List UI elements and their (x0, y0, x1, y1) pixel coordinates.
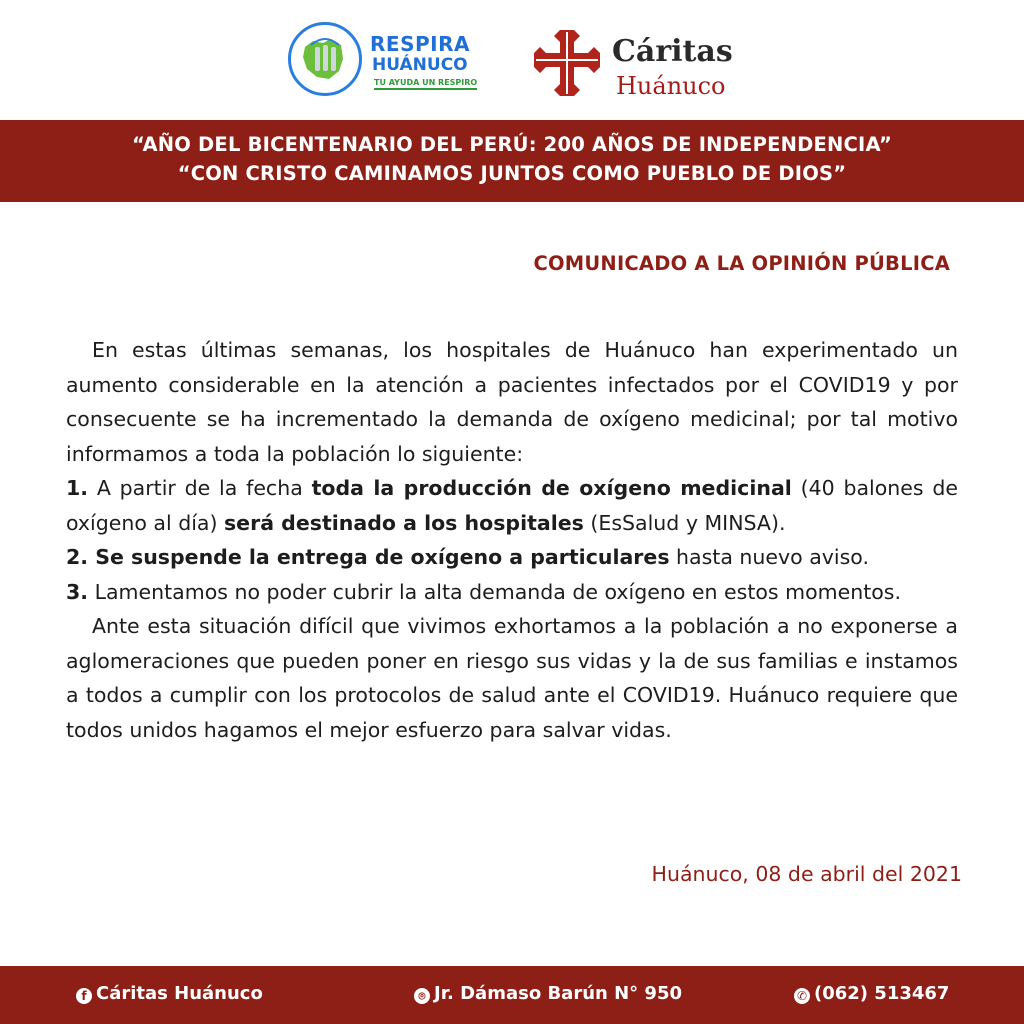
communique-body (66, 333, 958, 747)
footer-phone[interactable] (794, 983, 949, 1004)
footer-facebook[interactable] (76, 983, 263, 1004)
phone-icon: ✆ (794, 988, 810, 1004)
logo-header (0, 18, 1024, 108)
respira-huanuco-logo (288, 22, 478, 100)
caritas-logo-name: Cáritas (612, 34, 733, 69)
item-text: (EsSalud y MINSA). (583, 510, 786, 535)
item-text: (40 balones de oxígeno al día) (66, 476, 959, 535)
item-text: A partir de la fecha (88, 476, 312, 500)
caritas-logo-sub: Huánuco (616, 72, 726, 100)
respira-logo-line2: HUÁNUCO (372, 55, 468, 75)
phone-label: (062) 513467 (814, 983, 950, 1004)
item-number: 2. (66, 545, 89, 569)
intro-paragraph: En estas últimas semanas, los hospitales de Huánuco han experimentado un aumento considerable en la atención a pacientes infectados por el COVID19 y por consecuente se ha incrementado la demanda de oxígeno medicinal; por tal motivo informamos a toda la población lo siguiente: (66, 338, 958, 466)
caritas-logo (530, 26, 740, 106)
facebook-label: Cáritas Huánuco (96, 983, 263, 1004)
item-emphasis: Se suspende la entrega de oxígeno a particulares (88, 545, 670, 569)
caritas-cross-icon (530, 26, 604, 100)
document-title: COMUNICADO A LA OPINIÓN PÚBLICA (533, 252, 950, 275)
list-item-3 (66, 575, 958, 610)
item-number: 3. (66, 579, 89, 604)
list-item-2 (66, 540, 958, 575)
location-pin-icon: ⌾ (414, 988, 430, 1004)
item-text: Lamentamos no poder cubrir la alta demanda de oxígeno en estos momentos. (88, 579, 901, 604)
respira-logo-tagline: TU AYUDA UN RESPIRO (374, 78, 477, 90)
respira-emblem (288, 22, 362, 96)
year-motto-banner (0, 120, 1024, 202)
contact-footer (0, 966, 1024, 1024)
facebook-icon: f (76, 988, 92, 1004)
closing-paragraph: Ante esta situación difícil que vivimos exhortamos a la población a no exponerse a aglomeraciones que pueden poner en riesgo sus vidas y la de sus familias e instamos a todos a cumplir con los protocolos de salud ante el COVID19. Huánuco requiere que todos unidos hagamos el mejor esfuerzo para salvar vidas. (66, 614, 958, 742)
item-number: 1. (66, 476, 89, 500)
footer-address (414, 983, 682, 1004)
respira-logo-line1: RESPIRA (370, 32, 470, 56)
date-line: Huánuco, 08 de abril del 2021 (651, 862, 962, 886)
banner-line-1: “AÑO DEL BICENTENARIO DEL PERÚ: 200 AÑOS DE INDEPENDENCIA” (131, 133, 893, 156)
item-text: hasta nuevo aviso. (669, 545, 869, 569)
item-emphasis: toda la producción de oxígeno medicinal (311, 476, 792, 500)
list-item-1 (66, 471, 958, 540)
banner-line-2: “CON CRISTO CAMINAMOS JUNTOS COMO PUEBLO DE DIOS” (177, 162, 847, 185)
item-emphasis: será destinado a los hospitales (223, 510, 584, 535)
address-label: Jr. Dámaso Barún N° 950 (434, 983, 682, 1004)
